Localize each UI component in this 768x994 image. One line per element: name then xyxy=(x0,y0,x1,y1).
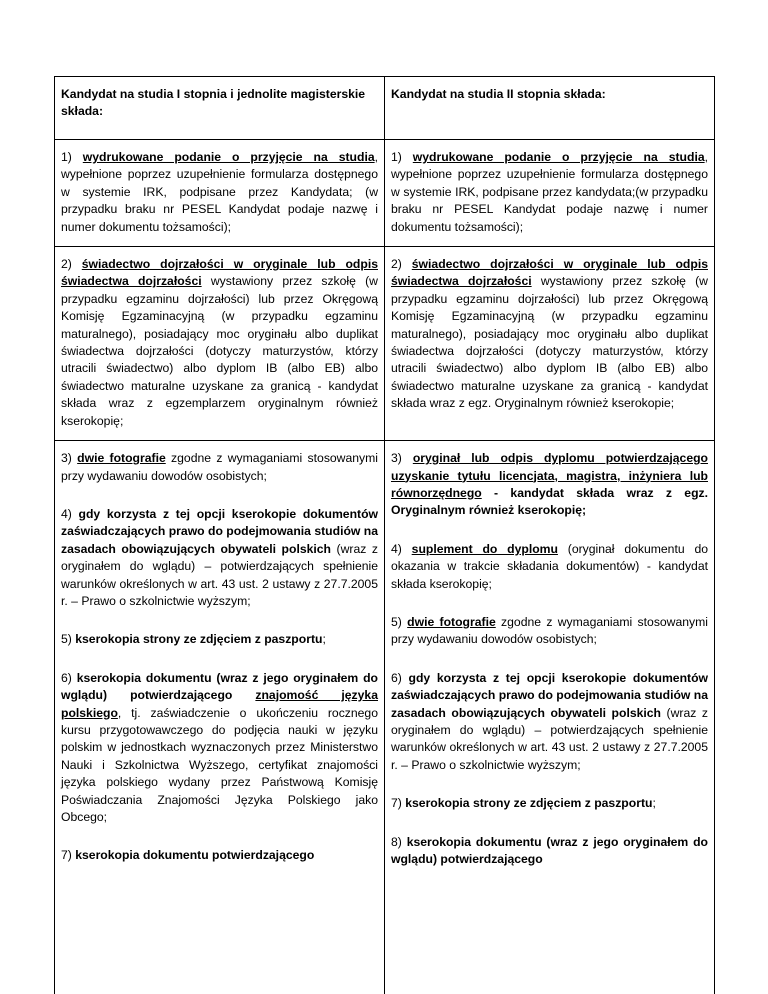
right-item-4: 4) suplement do dyplomu (oryginał dokumentu do okazania w trakcie składania dokumentów) - kandydat składa kserokopię; xyxy=(391,541,708,591)
left-item-1: 1) wydrukowane podanie o przyjęcie na studia, wypełnione poprzez uzupełnienie formularza dostępnego w systemie IRK, podpisane przez Kandydata; (w przypadku braku nr PESEL Kandydat podaje nazwę i numer dokumentu tożsamości); xyxy=(61,150,378,234)
header-right: Kandydat na studia II stopnia składa: xyxy=(385,77,715,140)
left-item-6: 6) kserokopia dokumentu (wraz z jego oryginałem do wglądu) potwierdzającego znajomość języka polskiego, tj. zaświadczenie o ukończeniu rocznego kursu przygotowawczego do podjęcia nauki w języku polskim w jednostkach wyznaczonych przez Ministerstwo Nauki i Szkolnictwa Wyższego, certyfikat znajomości języka polskiego wydany przez Państwową Komisję Poświadczania Znajomości Języka Polskiego jako Obcego; xyxy=(61,670,378,824)
left-item-7: 7) kserokopia dokumentu potwierdzającego xyxy=(61,848,315,863)
header-row xyxy=(55,77,715,140)
row-3 xyxy=(55,441,715,994)
right-item-6: 6) gdy korzysta z tej opcji kserokopie dokumentów zaświadczających prawo do podejmowania studiów na zasadach obowiązujących obywateli polskich (wraz z oryginałem do wglądu) – potwierdzających spełnienie warunków określonych w art. 43 ust. 2 ustawy z 27.7.2005 r. – Prawo o szkolnictwie wyższym; xyxy=(391,670,709,772)
left-item-2: 2) świadectwo dojrzałości w oryginale lub odpis świadectwa dojrzałości wystawiony przez szkołę (w przypadku egzaminu dojrzałości) lub przez Okręgową Komisję Egzaminacyjną (w przypadku egzaminu maturalnego), posiadający moc oryginału albo duplikat świadectwa dojrzałości (dotyczy maturzystów, którzy utracili świadectwo) albo dyplom IB (albo EB) albo świadectwo maturalne uzyskane za granicą - kandydat składa wraz z egzemplarzem oryginalnym również kserokopię; xyxy=(61,257,378,428)
row-1 xyxy=(55,140,715,247)
header-left: Kandydat na studia I stopnia i jednolite magisterskie składa: xyxy=(55,77,385,140)
left-item-3: 3) dwie fotografie zgodne z wymaganiami stosowanymi przy wydawaniu dowodów osobistych; xyxy=(61,451,378,483)
left-item-4: 4) gdy korzysta z tej opcji kserokopie dokumentów zaświadczających prawo do podejmowania studiów na zasadach obowiązujących obywateli polskich (wraz z oryginałem do wglądu) – potwierdzających spełnienie warunków określonych w art. 43 ust. 2 ustawy z 27.7.2005 r. – Prawo o szkolnictwie wyższym; xyxy=(61,506,379,608)
right-item-7: 7) kserokopia strony ze zdjęciem z paszportu; xyxy=(391,796,656,811)
right-item-2: 2) świadectwo dojrzałości w oryginale lub odpis świadectwa dojrzałości wystawiony przez szkołę (w przypadku egzaminu dojrzałości) lub przez Okręgową Komisję Egzaminacyjną (w przypadku egzaminu maturalnego), posiadający moc oryginału albo duplikat świadectwa dojrzałości (dotyczy maturzystów, którzy utracili świadectwo) albo dyplom IB (albo EB) albo świadectwo maturalne uzyskane za granicą - kandydat składa wraz z egz. Oryginalnym również kserokopie; xyxy=(391,257,708,411)
right-item-5: 5) dwie fotografie zgodne z wymaganiami stosowanymi przy wydawaniu dowodów osobistych; xyxy=(391,614,708,647)
right-item-1: 1) wydrukowane podanie o przyjęcie na studia, wypełnione poprzez uzupełnienie formularza dostępnego w systemie IRK, podpisane przez kandydata;(w przypadku braku nr PESEL Kandydat podaje nazwę i numer dokumentu tożsamości); xyxy=(391,150,708,234)
row-2 xyxy=(55,247,715,441)
right-item-8: 8) kserokopia dokumentu (wraz z jego oryginałem do wglądu) potwierdzającego xyxy=(391,834,708,866)
requirements-table xyxy=(54,76,715,994)
left-item-5: 5) kserokopia strony ze zdjęciem z paszportu; xyxy=(61,632,326,647)
right-item-3: 3) oryginał lub odpis dyplomu potwierdzającego uzyskanie tytułu licencjata, magistra, inżyniera lub równorzędnego - kandydat składa wraz z egz. Oryginalnym również kserokopię; xyxy=(391,451,708,518)
